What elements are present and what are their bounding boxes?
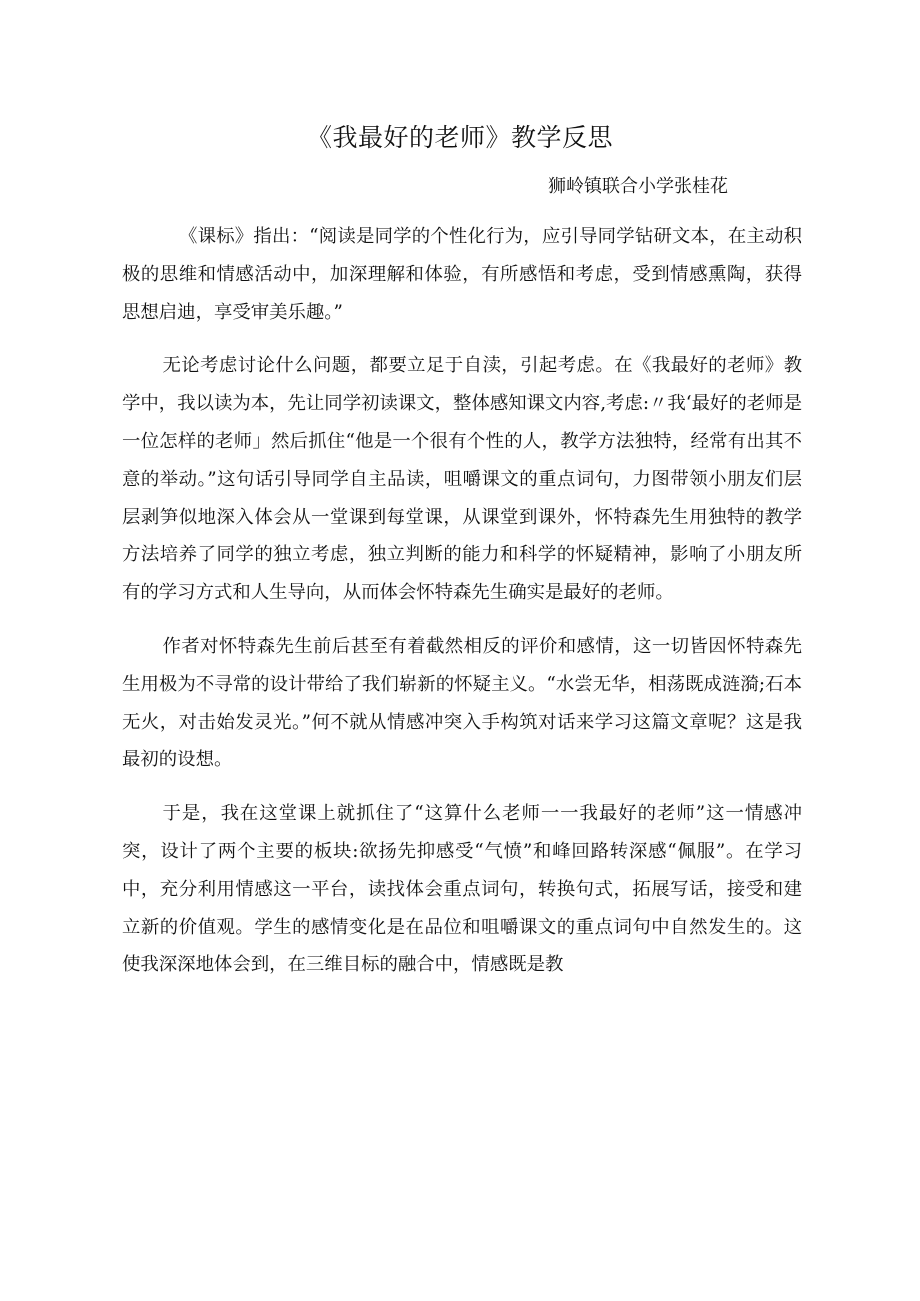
document-author: 狮岭镇联合小学张桂花 — [548, 176, 728, 197]
paragraph-4: 于是，我在这堂课上就抓住了“这算什么老师一一我最好的老师”这一情感冲突，设计了两个主要的板块:欲扬先抑感受“气愤”和峰回路转深感“佩服”。在学习中，充分利用情感这一平台，读找体会重点词句，转换句式，拓展写话，接受和建立新的价值观。学生的感情变化是在品位和咀嚼课文的重点词句中自然发生的。这使我深深地体会到，在三维目标的融合中，情感既是教 — [122, 803, 802, 976]
paragraph-3: 作者对怀特森先生前后甚至有着截然相反的评价和感情，这一切皆因怀特森先生用极为不寻常的设计带给了我们崭新的怀疑主义。“水尝无华，相荡既成涟漪;石本无火，对击始发灵光。”何不就从情感冲突入手构筑对话来学习这篇文章呢？这是我最初的设想。 — [122, 635, 802, 771]
paragraph-1: 《课标》指出：“阅读是同学的个性化行为，应引导同学钻研文本，在主动积极的思维和情感活动中，加深理解和体验，有所感悟和考虑，受到情感熏陶，获得思想启迪，享受审美乐趣。” — [122, 226, 802, 323]
document-title: 《我最好的老师》教学反思 — [306, 123, 613, 152]
document-body — [122, 218, 802, 1000]
paragraph-2: 无论考虑讨论什么问题，都要立足于自渎，引起考虑。在《我最好的老师》教学中，我以读为本，先让同学初读课文，整体感知课文内容,考虑:〃我‘最好的老师是一位怎样的老师」然后抓住“他是一个很有个性的人，教学方法独特，经常有出其不意的举动。”这句话引导同学自主品读，咀嚼课文的重点词句，力图带领小朋友们层层剥笋似地深入体会从一堂课到每堂课，从课堂到课外，怀特森先生用独特的教学方法培养了同学的独立考虑，独立判断的能力和科学的怀疑精神，影响了小朋友所有的学习方式和人生导向，从而体会怀特森先生确实是最好的老师。 — [122, 355, 802, 604]
